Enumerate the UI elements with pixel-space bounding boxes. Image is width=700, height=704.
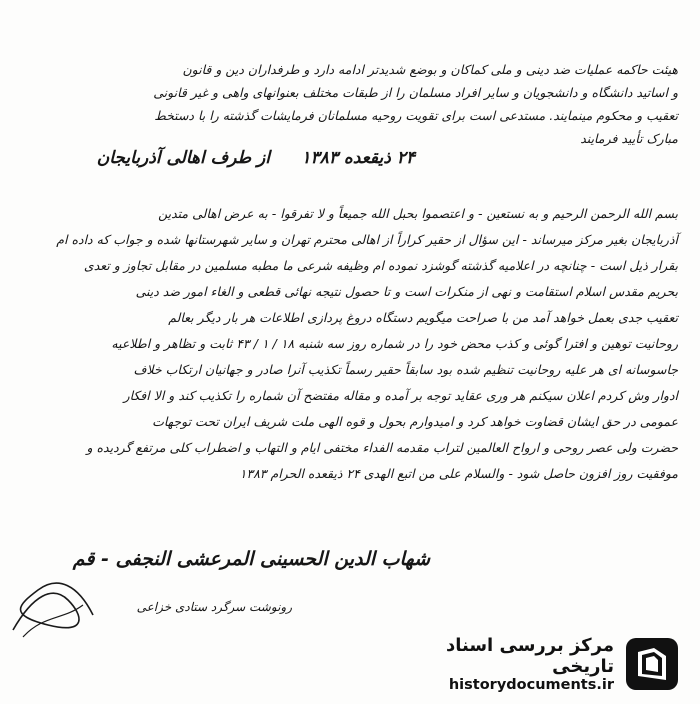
body-line-1: آذربایجان بغیر مرکز میرساند - این سؤال از حقیر کراراً از اهالی محترم تهران و سایر شهرستانها شده و جواب که داده ام xyxy=(56,232,678,247)
basmala-line: بسم الله الرحمن الرحیم و به نستعین - و اعتصموا بحبل الله جمیعاً و لا تفرقوا - به عرض اهالی متدین xyxy=(158,206,678,221)
document-archive-logo-icon xyxy=(624,636,680,692)
opening-line-4: مبارک تأیید فرمایند xyxy=(580,131,678,146)
opening-signature: از طرف اهالی آذربایجان xyxy=(96,148,270,168)
body-line-3: بحریم مقدس اسلام استقامت و نهی از منکرات است و تا حصول نتیجه نهائی قطعی و الغاء امور ضد دینی xyxy=(135,284,678,299)
opening-line-2: و اساتید دانشگاه و دانشجویان و سایر افراد مسلمان را از طبقات مختلف بعنوانهای واهی و غیر قانونی xyxy=(153,85,678,100)
body-line-8: عمومی در حق ایشان قضاوت خواهد کرد و امیدوارم بحول و قوه الهی ملت شریف ایران تحت توجهات xyxy=(152,414,678,429)
body-line-10: موفقیت روز افزون حاصل شود - والسلام علی من اتبع الهدی ۲۴ ذیقعده الحرام ۱۳۸۳ xyxy=(239,466,678,481)
body-line-9: حضرت ولی عصر روحی و ارواح العالمین لتراب مقدمه الفداء مختفی ایام و التهاب و اضطراب کلی مرتفع گردیده و xyxy=(86,440,678,455)
copy-note: رونوشت سرگرد ستادی خزاعی xyxy=(136,600,292,614)
body-line-6: جاسوسانه ای هر علیه روحانیت تنظیم شده بود سابقاً حقیر رسماً تکذیب آنرا صادر و جهانیان ارتکاب خلاف xyxy=(133,362,678,377)
opening-date: ۲۴ ذیقعده ۱۳۸۳ xyxy=(301,148,415,168)
archive-footer xyxy=(390,634,680,694)
opening-line-3: تعقیب و محکوم مینمایند. مستدعی است برای تقویت روحیه مسلمانان فرمایشات گذشته را با دستخط xyxy=(154,108,678,123)
cleric-signature: شهاب الدین الحسینی المرعشی النجفی - قم xyxy=(72,548,430,570)
opening-line-1: هیئت حاکمه عملیات ضد دینی و ملی کماکان و بوضع شدیدتر ادامه دارد و طرفداران دین و قانون xyxy=(182,62,678,77)
body-line-2: بقرار ذیل است - چنانچه در اعلامیه گذشته گوشزد نموده ام وظیفه شرعی ما مطبه مسلمین در مقابل تجاوز و تعدی xyxy=(83,258,678,273)
body-line-5: روحانیت توهین و افترا گوئی و کذب محض خود را در شماره روز سه شنبه ۱۸ / ۱ / ۴۳ ثابت و تظاهر و اطلاعیه xyxy=(111,336,678,351)
body-line-7: ادوار وش کردم اعلان سیکنم هر وری عقاید توجه بر آمده و مقاله مفتضح آن شماره را تکذیب کند و الا افکار xyxy=(123,388,678,403)
archive-url[interactable]: historydocuments.ir xyxy=(448,677,614,693)
archive-title: مرکز بررسی اسناد تاریخی xyxy=(446,635,614,677)
handwritten-scribble-signature xyxy=(8,575,98,645)
body-line-4: تعقیب جدی بعمل خواهد آمد من با صراحت میگویم دستگاه دروغ پردازی اطلاعات هر بار دیگر بعالم xyxy=(168,310,678,325)
